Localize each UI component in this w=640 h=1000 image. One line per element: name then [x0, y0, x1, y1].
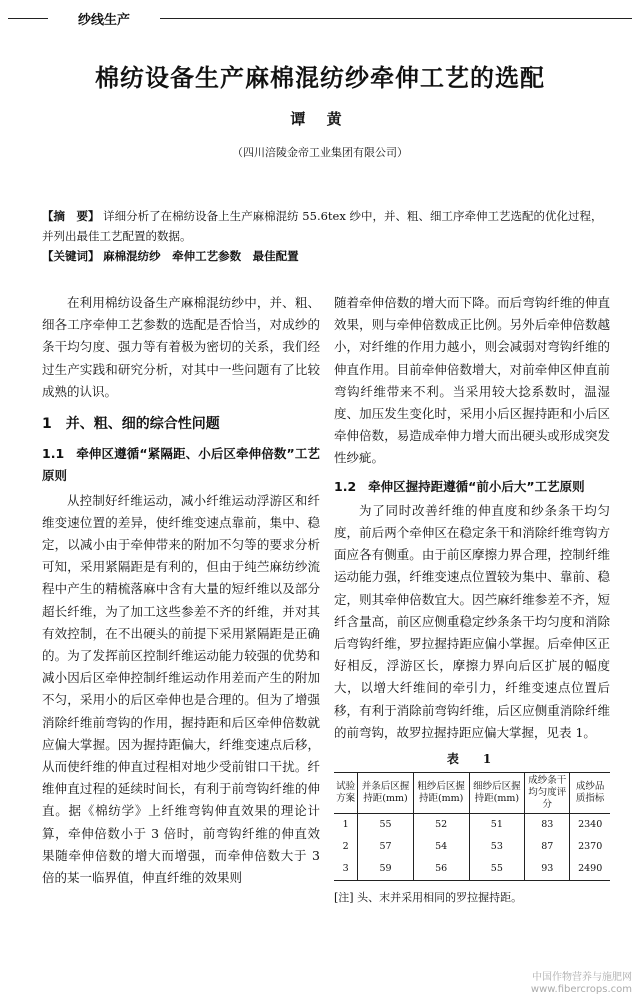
- table-header-cell: 并条后区握持距(mm): [358, 773, 414, 814]
- abstract-text: 详细分析了在棉纺设备上生产麻棉混纺 55.6tex 纱中，并、粗、细工序牵伸工艺选配的优化过程，并列出最佳工艺配置的数据。: [42, 209, 603, 243]
- table-cell: 51: [469, 814, 525, 837]
- heading-1-2-number: 1.2: [334, 478, 357, 494]
- table-cell: 2490: [570, 858, 610, 881]
- left-column: [42, 292, 320, 889]
- keywords-paragraph: [42, 246, 604, 266]
- heading-1-2: [334, 476, 610, 498]
- table-title: 表 1: [446, 752, 498, 767]
- intro-paragraph: 在利用棉纺设备生产麻棉混纺纱中，并、粗、细各工序牵伸工艺参数的选配是否恰当，对成纱的条干均匀度、强力等有着极为密切的关系，我们经过生产实践和研究分析，对其中一些问题有了比较成熟的认识。: [42, 295, 320, 399]
- table-cell: 93: [525, 858, 570, 881]
- table-cell: 3: [334, 858, 358, 881]
- heading-1-1-number: 1.1: [42, 446, 65, 462]
- table-cell: 2340: [570, 814, 610, 837]
- site-watermark: 中国作物营养与施肥网 www.fibercrops.com: [530, 972, 632, 995]
- keywords-text: 麻棉混纺纱 牵伸工艺参数 最佳配置: [103, 249, 299, 263]
- table-row: [334, 858, 610, 881]
- section-header: [8, 8, 632, 28]
- continued-paragraph: 随着牵伸倍数的增大而下降。而后弯钩纤维的伸直效果，则与牵伸倍数成正比例。另外后牵伸倍数越小，对纤维的作用力越小，则会减弱对弯钩纤维的伸直作用。目前牵伸倍数增大，对前牵伸区伸直前弯钩纤维带来不利。当采用较大捻系数时，温湿度、加压发生变化时，采用小后区握持距和小后区牵伸倍数，易造成牵伸力增大而出硬头或形成突发性纱疵。: [334, 295, 610, 466]
- table-cell: 2370: [570, 836, 610, 858]
- author-affiliation: （四川涪陵金帝工业集团有限公司）: [232, 146, 408, 159]
- abstract-block: [42, 206, 604, 266]
- abstract-paragraph: [42, 206, 604, 246]
- body-paragraph-1-2: 为了同时改善纤维的伸直度和纱条条干均匀度，前后两个牵伸区在稳定条干和消除纤维弯钩方面应各有侧重。由于前区摩擦力界合理，控制纤维运动能力强，纤维变速点位置较为集中、靠前、稳定，则其牵伸倍数宜大。因苎麻纤维参差不齐，短纤含量高，前区应侧重稳定纱条条干均匀度和消除后弯钩纤维，罗拉握持距应偏小掌握。后牵伸区正好相反，浮游区长，摩擦力界向后区扩展的幅度大，以增大纤维间的牵引力，纤维变速点位置后移，有利于消除前弯钩纤维，后区应侧重消除纤维的前弯钩，故罗拉握持距应偏大掌握，见表 1。: [334, 502, 610, 740]
- right-column: [334, 292, 610, 909]
- table-cell: 59: [358, 858, 414, 881]
- keywords-label: 【关键词】: [42, 249, 100, 263]
- heading-1-2-text: 牵伸区握持距遵循“前小后大”工艺原则: [368, 478, 585, 494]
- table-row: [334, 836, 610, 858]
- header-rule-left: [8, 18, 48, 19]
- heading-1: 1 并、粗、细的综合性问题: [42, 416, 220, 433]
- header-rule-right: [160, 18, 632, 19]
- heading-1-1-text: 牵伸区遵循“紧隔距、小后区牵伸倍数”工艺原则: [42, 446, 320, 484]
- table-cell: 55: [358, 814, 414, 837]
- table-header-cell: 试验方案: [334, 773, 358, 814]
- table-header-cell: 成纱条干均匀度评分: [525, 773, 570, 814]
- table-header-row: [334, 773, 610, 814]
- table-row: [334, 814, 610, 837]
- table-cell: 87: [525, 836, 570, 858]
- table-cell: 53: [469, 836, 525, 858]
- table-cell: 2: [342, 841, 349, 853]
- table-cell: 83: [525, 814, 570, 837]
- body-paragraph-1-1: 从控制好纤维运动，减小纤维运动浮游区和纤维变速位置的差异，使纤维变速点靠前，集中、稳定，以减小由于牵伸带来的附加不匀等的要求分析可知，采用紧隔距是有利的，但由于纯苎麻纺纱流程中产生的精梳落麻中含有大量的短纤维以及部分超长纤维，为了加工这些参差不齐的纤维，并对其有效控制，在不出硬头的前提下采用紧隔距是正确的。为了发挥前区控制纤维运动能力较强的优势和减小因后区牵伸控制纤维运动作用差而产生的附加不匀，采用小的后区牵伸也是合理的。但为了增强消除纤维前弯钩的作用，握持距和后区牵伸倍数就应偏大掌握。因为握持距偏大，纤维变速点后移，从而使纤维的伸直过程相对地少受前钳口干扰。纤维伸直过程的延续时间长，有利于前弯钩纤维的伸直。据《棉纺学》上纤维弯钩伸直效果的理论计算，牵伸倍数小于 3 倍时，前弯钩纤维的伸直效果随牵伸倍数的增大而增强，而牵伸倍数大于 3 倍的某一临界值，伸直纤维的效果则: [42, 492, 320, 886]
- article-author: 谭 黄: [290, 110, 350, 128]
- heading-1-1: [42, 443, 320, 487]
- table-header-cell: 细纱后区握持距(mm): [469, 773, 525, 814]
- table-cell: 56: [413, 858, 469, 881]
- article-title: 棉纺设备生产麻棉混纺纱牵伸工艺的选配: [95, 63, 545, 92]
- section-label: 纱线生产: [77, 13, 130, 28]
- table-cell: 1: [342, 819, 349, 831]
- abstract-label: 【摘 要】: [42, 209, 100, 223]
- data-table: [334, 772, 610, 881]
- table-note: [注] 头、末并采用相同的罗拉握持距。: [334, 891, 523, 905]
- table-header-cell: 成纱品质指标: [570, 773, 610, 814]
- table-cell: 54: [413, 836, 469, 858]
- table-cell: 52: [413, 814, 469, 837]
- table-header-cell: 粗纱后区握持距(mm): [413, 773, 469, 814]
- table-cell: 57: [358, 836, 414, 858]
- table-cell: 55: [469, 858, 525, 881]
